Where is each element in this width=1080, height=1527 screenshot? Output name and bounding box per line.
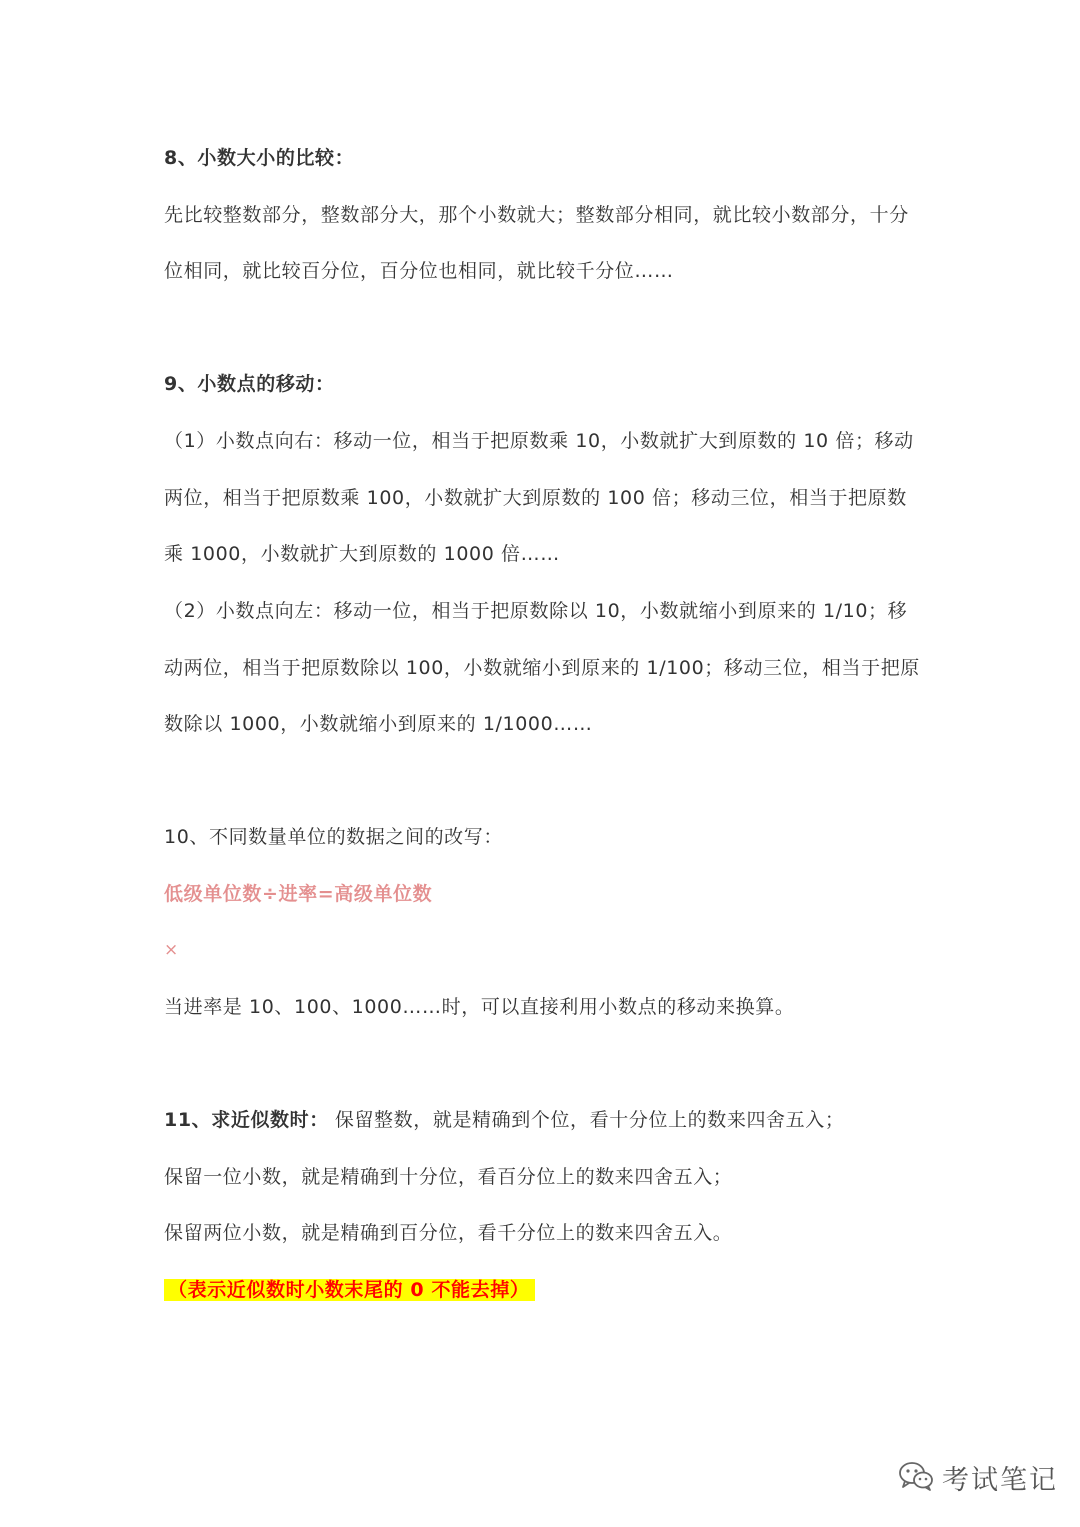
section-10-formula: 低级单位数÷进率=高级单位数 (164, 883, 433, 905)
section-10-heading: 10、不同数量单位的数据之间的改写： (164, 826, 503, 848)
section-11-line-2: 保留一位小数，就是精确到十分位，看百分位上的数来四舍五入； (164, 1166, 733, 1188)
section-9-line-2: 两位，相当于把原数乘 100，小数就扩大到原数的 100 倍；移动三位，相当于把原数 (164, 487, 907, 509)
section-9-line-6: 数除以 1000，小数就缩小到原来的 1/1000…… (164, 713, 593, 735)
watermark (898, 1458, 1058, 1497)
section-11-first-line (164, 1106, 844, 1134)
section-11-highlight-row (164, 1276, 535, 1304)
section-8-line-2: 位相同，就比较百分位，百分位也相同，就比较千分位…… (164, 260, 674, 282)
section-9-line-4: （2）小数点向左：移动一位，相当于把原数除以 10，小数就缩小到原来的 1/10；移 (164, 600, 908, 622)
section-9-line-3: 乘 1000，小数就扩大到原数的 1000 倍…… (164, 543, 560, 565)
watermark-text: 考试笔记 (942, 1465, 1058, 1496)
section-11-heading: 11、求近似数时： (164, 1109, 329, 1131)
section-11-first-line-rest: 保留整数，就是精确到个位，看十分位上的数来四舍五入； (334, 1109, 845, 1131)
section-11-highlight: （表示近似数时小数末尾的 0 不能去掉） (164, 1279, 535, 1301)
section-9-heading: 9、小数点的移动： (164, 373, 335, 395)
section-9-line-5: 动两位，相当于把原数除以 100，小数就缩小到原来的 1/100；移动三位，相当于把原 (164, 657, 920, 679)
section-11-line-3: 保留两位小数，就是精确到百分位，看千分位上的数来四舍五入。 (164, 1222, 733, 1244)
wechat-icon (898, 1460, 934, 1496)
section-8-line-1: 先比较整数部分，整数部分大，那个小数就大；整数部分相同，就比较小数部分，十分 (164, 204, 909, 226)
section-10-mark: × (164, 940, 179, 960)
section-10-note: 当进率是 10、100、1000……时，可以直接利用小数点的移动来换算。 (164, 996, 795, 1018)
section-8-heading: 8、小数大小的比较： (164, 147, 355, 169)
section-9-line-1: （1）小数点向右：移动一位，相当于把原数乘 10，小数就扩大到原数的 10 倍；移动 (164, 430, 914, 452)
